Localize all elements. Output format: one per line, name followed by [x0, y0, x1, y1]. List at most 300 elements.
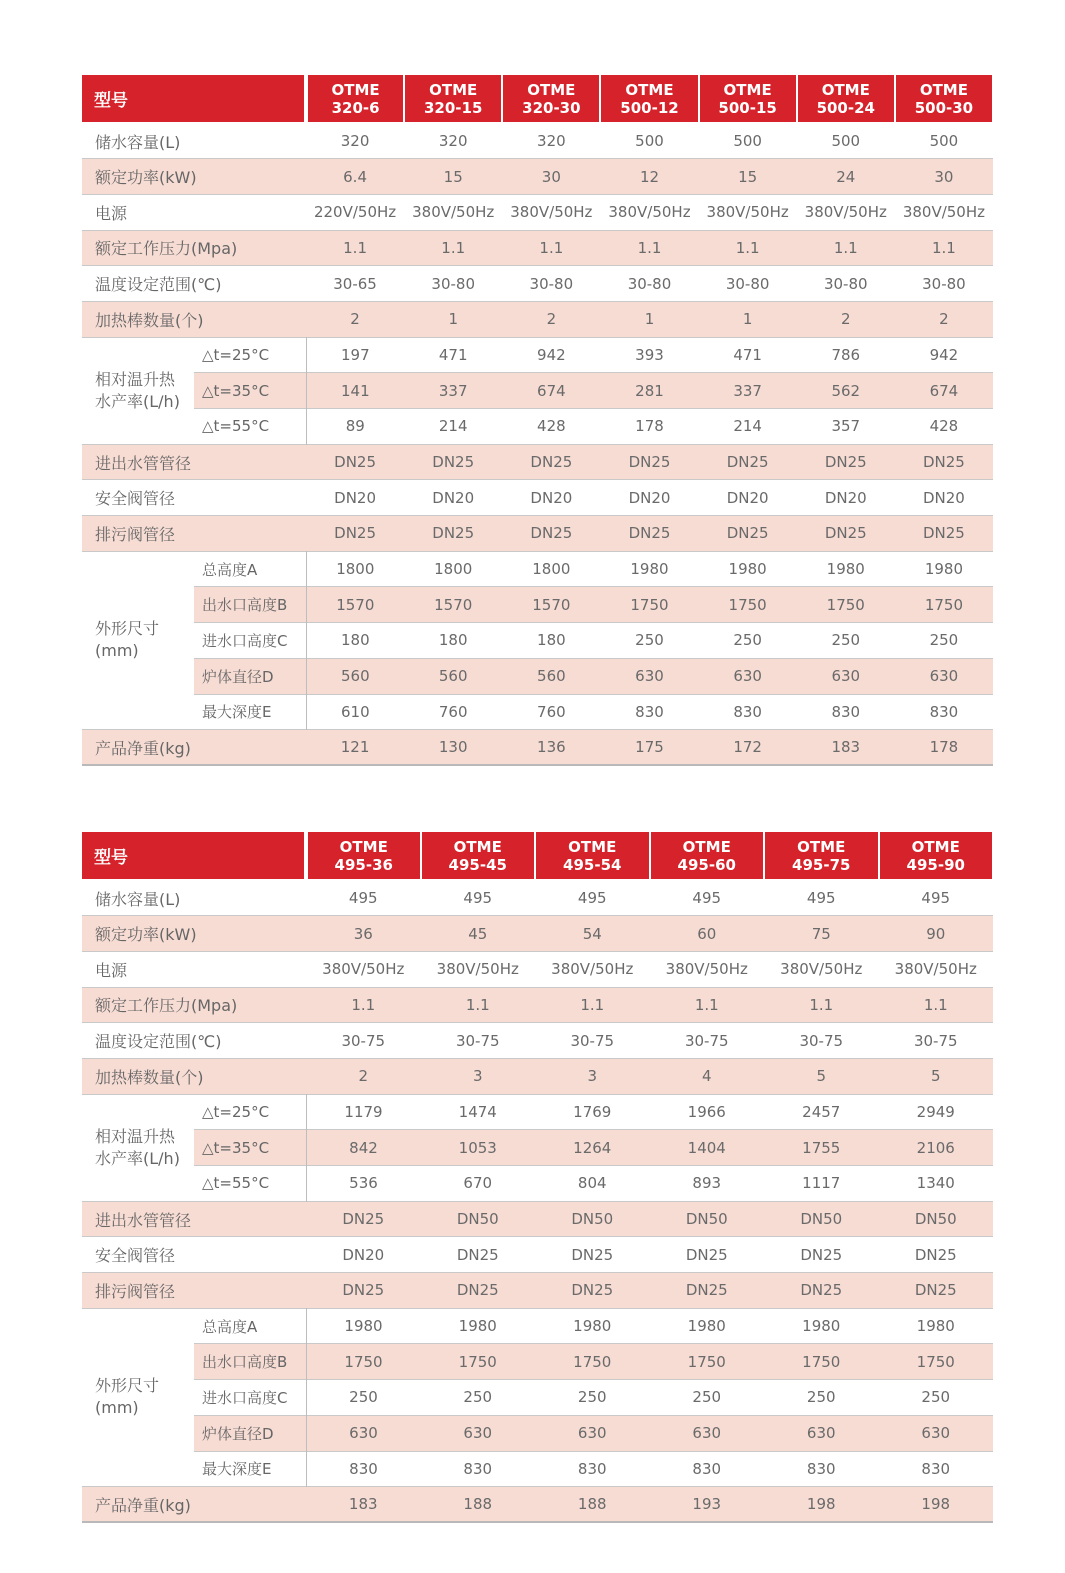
- row-value: 250: [806, 1388, 836, 1407]
- dim-group-row: [82, 658, 993, 694]
- row-value: 54: [535, 916, 650, 952]
- row-value: 630: [600, 658, 698, 694]
- row-value: 495: [692, 889, 722, 908]
- row-value: 178: [635, 417, 664, 436]
- row-value: 760: [537, 702, 566, 721]
- row-value: 180: [438, 631, 468, 650]
- row-value: 500: [929, 132, 959, 151]
- row-value: 500: [831, 132, 861, 151]
- row-value: 380V/50Hz: [804, 203, 887, 222]
- row-value: 1.1: [306, 230, 404, 266]
- rate-group-row: [82, 1130, 993, 1166]
- row-value: 3: [421, 1058, 536, 1094]
- row-label: 进出水管管径: [82, 444, 306, 480]
- model-header: [600, 75, 698, 123]
- row-value: 1750: [797, 587, 895, 623]
- pipe-row: [82, 1201, 993, 1237]
- row-value: 495: [921, 889, 951, 908]
- rate-group-label: [82, 1094, 194, 1201]
- row-value: 830: [831, 702, 861, 721]
- row-value: 188: [535, 1487, 650, 1523]
- row-value: DN25: [685, 1245, 728, 1264]
- dim-group-label: [82, 1308, 194, 1486]
- row-value: 630: [797, 658, 895, 694]
- row-value: 393: [635, 345, 664, 364]
- model-code: 495-75: [792, 855, 851, 874]
- row-value: 1.1: [879, 987, 994, 1023]
- row-value: DN25: [895, 444, 993, 480]
- row-value: 36: [306, 916, 421, 952]
- row-value: 1980: [630, 560, 669, 579]
- header-model-label: 型号: [82, 832, 306, 880]
- sub-label: 进水口高度C: [194, 1380, 306, 1416]
- model-header: [764, 832, 879, 880]
- row-value: 15: [404, 159, 502, 195]
- row-value: DN20: [628, 488, 671, 507]
- spec-row: [82, 230, 993, 266]
- sub-label: 最大深度E: [194, 1451, 306, 1487]
- rate-group-row: [82, 409, 993, 445]
- model-series: OTME: [568, 837, 617, 856]
- dim-group-label-line2: (mm): [95, 1398, 139, 1418]
- row-value: 141: [306, 373, 404, 409]
- row-value: 250: [635, 631, 664, 650]
- row-value: 193: [650, 1487, 765, 1523]
- dim-group-row: [82, 1308, 993, 1344]
- row-value: 1340: [916, 1174, 955, 1193]
- row-label: 储水容量(L): [95, 889, 181, 909]
- row-value: 1980: [458, 1317, 497, 1336]
- model-code: 500-12: [620, 98, 679, 117]
- row-value: DN25: [306, 1273, 421, 1309]
- dim-group-label-line1: 外形尺寸: [95, 1376, 160, 1396]
- row-value: 121: [306, 730, 404, 766]
- model-code: 320-30: [522, 98, 581, 117]
- row-value: DN25: [914, 1245, 957, 1264]
- row-value: 495: [348, 889, 378, 908]
- row-value: 830: [806, 1459, 836, 1478]
- row-value: 1980: [802, 1317, 841, 1336]
- row-label: 额定工作压力(Mpa): [82, 230, 306, 266]
- row-value: DN50: [421, 1201, 536, 1237]
- row-value: 320: [438, 132, 468, 151]
- sub-label: △t=25°C: [194, 337, 306, 373]
- row-value: 500: [635, 132, 664, 151]
- pipe-row: [82, 1273, 993, 1309]
- row-value: 380V/50Hz: [665, 960, 748, 979]
- model-header: [895, 75, 993, 123]
- row-value: DN25: [456, 1245, 499, 1264]
- row-value: 30-80: [529, 274, 574, 293]
- row-value: DN25: [764, 1273, 879, 1309]
- row-value: DN25: [699, 444, 797, 480]
- row-value: 1404: [650, 1130, 765, 1166]
- row-value: 1980: [916, 1317, 955, 1336]
- dim-group-row: [82, 551, 993, 587]
- model-code: 495-60: [677, 855, 736, 874]
- dim-group-row: [82, 1415, 993, 1451]
- sub-label: 总高度A: [194, 1308, 306, 1344]
- row-value: 428: [929, 417, 959, 436]
- row-value: 1474: [458, 1102, 497, 1121]
- row-value: 674: [895, 373, 993, 409]
- row-value: 830: [349, 1459, 378, 1478]
- row-value: 6.4: [306, 159, 404, 195]
- dim-group-row: [82, 1380, 993, 1416]
- row-value: 337: [404, 373, 502, 409]
- row-value: 1750: [600, 587, 698, 623]
- row-value: 90: [879, 916, 994, 952]
- row-value: 320: [340, 132, 370, 151]
- row-value: 75: [764, 916, 879, 952]
- row-label: 温度设定范围(℃): [95, 275, 222, 295]
- row-value: 1570: [404, 587, 502, 623]
- row-value: 2457: [802, 1102, 841, 1121]
- row-value: 786: [831, 345, 861, 364]
- row-value: 495: [806, 889, 836, 908]
- spec-row: [82, 301, 993, 337]
- dim-group-row: [82, 587, 993, 623]
- row-value: 842: [306, 1130, 421, 1166]
- model-header: [306, 75, 404, 123]
- row-value: 1800: [434, 560, 473, 579]
- model-code: 495-45: [448, 855, 507, 874]
- row-label: 温度设定范围(℃): [95, 1032, 222, 1052]
- row-value: DN25: [650, 1273, 765, 1309]
- row-value: 380V/50Hz: [780, 960, 863, 979]
- row-value: 630: [306, 1415, 421, 1451]
- model-code: 320-15: [424, 98, 483, 117]
- row-value: 1179: [344, 1102, 383, 1121]
- row-value: DN25: [797, 444, 895, 480]
- sub-label: △t=35°C: [194, 373, 306, 409]
- row-value: 1.1: [650, 987, 765, 1023]
- row-value: 1769: [573, 1102, 612, 1121]
- row-value: 1980: [826, 560, 865, 579]
- model-header: [404, 75, 502, 123]
- row-value: 380V/50Hz: [608, 203, 691, 222]
- row-value: 630: [699, 658, 797, 694]
- row-value: 250: [692, 1388, 722, 1407]
- row-value: 24: [797, 159, 895, 195]
- model-series: OTME: [919, 80, 968, 99]
- model-code: 500-15: [718, 98, 777, 117]
- row-value: 30: [502, 159, 600, 195]
- dim-group-row: [82, 623, 993, 659]
- sub-label: 炉体直径D: [194, 1415, 306, 1451]
- row-value: DN25: [502, 516, 600, 552]
- row-value: DN50: [879, 1201, 994, 1237]
- row-value: 197: [341, 345, 370, 364]
- row-value: 30-75: [570, 1031, 615, 1050]
- row-value: 1750: [879, 1344, 994, 1380]
- row-value: 175: [600, 730, 698, 766]
- row-value: 30-75: [341, 1031, 386, 1050]
- sub-label: 炉体直径D: [194, 658, 306, 694]
- row-value: DN20: [726, 488, 769, 507]
- model-series: OTME: [331, 80, 380, 99]
- row-value: 630: [650, 1415, 765, 1451]
- row-value: DN50: [764, 1201, 879, 1237]
- sub-label: △t=25°C: [194, 1094, 306, 1130]
- row-value: 1.1: [502, 230, 600, 266]
- row-value: 30-80: [922, 274, 966, 293]
- row-label: 额定工作压力(Mpa): [82, 987, 306, 1023]
- row-value: DN50: [650, 1201, 765, 1237]
- row-value: 1750: [895, 587, 993, 623]
- spec-row: [82, 159, 993, 195]
- row-value: 942: [929, 345, 959, 364]
- rate-group-row: [82, 373, 993, 409]
- row-value: 380V/50Hz: [510, 203, 593, 222]
- row-label: 进出水管管径: [82, 1201, 306, 1237]
- rate-group-label: [82, 337, 194, 444]
- row-value: DN25: [600, 516, 698, 552]
- row-value: 1966: [687, 1102, 726, 1121]
- row-value: 188: [421, 1487, 536, 1523]
- row-value: 281: [600, 373, 698, 409]
- row-value: 214: [733, 417, 762, 436]
- row-value: DN25: [535, 1273, 650, 1309]
- row-value: 183: [306, 1487, 421, 1523]
- model-header: [699, 75, 797, 123]
- row-value: 380V/50Hz: [551, 960, 634, 979]
- row-value: 30-75: [684, 1031, 729, 1050]
- row-value: 1.1: [797, 230, 895, 266]
- row-value: 1755: [764, 1130, 879, 1166]
- dim-group-row: [82, 694, 993, 730]
- row-value: 250: [929, 631, 959, 650]
- model-series: OTME: [339, 837, 388, 856]
- row-value: 89: [345, 417, 365, 436]
- rate-group-label-line2: 水产率(L/h): [95, 1148, 180, 1168]
- row-value: 380V/50Hz: [436, 960, 519, 979]
- dim-group-row: [82, 1344, 993, 1380]
- row-value: 136: [502, 730, 600, 766]
- row-value: 1.1: [306, 987, 421, 1023]
- row-value: 30: [895, 159, 993, 195]
- row-value: 2106: [879, 1130, 994, 1166]
- row-value: 30-75: [913, 1031, 958, 1050]
- row-value: 670: [463, 1174, 493, 1193]
- row-value: DN50: [535, 1201, 650, 1237]
- row-value: 5: [879, 1058, 994, 1094]
- row-value: DN20: [824, 488, 867, 507]
- row-value: 2: [797, 301, 895, 337]
- dim-group-label: [82, 551, 194, 729]
- model-series: OTME: [821, 80, 870, 99]
- model-header: [797, 75, 895, 123]
- row-value: DN25: [421, 1273, 536, 1309]
- row-value: 60: [650, 916, 765, 952]
- row-value: DN25: [306, 516, 404, 552]
- row-value: DN25: [800, 1245, 843, 1264]
- row-label: 安全阀管径: [95, 1246, 176, 1266]
- model-header: [879, 832, 994, 880]
- model-code: 500-24: [816, 98, 875, 117]
- row-value: 30-80: [627, 274, 672, 293]
- row-value: 357: [831, 417, 861, 436]
- sub-label: △t=55°C: [194, 1166, 306, 1202]
- model-series: OTME: [682, 837, 731, 856]
- row-value: DN25: [571, 1245, 614, 1264]
- row-value: 1: [699, 301, 797, 337]
- row-value: 830: [463, 1459, 493, 1478]
- model-header: [650, 832, 765, 880]
- row-label: 加热棒数量(个): [82, 1058, 306, 1094]
- row-value: 830: [692, 1459, 722, 1478]
- row-value: 220V/50Hz: [313, 203, 397, 222]
- row-value: DN25: [404, 444, 502, 480]
- row-value: 30-75: [799, 1031, 844, 1050]
- row-value: 320: [537, 132, 566, 151]
- row-value: DN25: [306, 1201, 421, 1237]
- model-code: 495-36: [334, 855, 393, 874]
- row-value: 1750: [535, 1344, 650, 1380]
- row-value: 830: [929, 702, 959, 721]
- row-value: 250: [733, 631, 762, 650]
- row-value: 893: [692, 1174, 722, 1193]
- weight-row: [82, 730, 993, 766]
- model-series: OTME: [723, 80, 772, 99]
- row-label: 电源: [95, 960, 128, 980]
- pipe-row: [82, 516, 993, 552]
- row-value: DN25: [404, 516, 502, 552]
- row-value: 630: [421, 1415, 536, 1451]
- row-value: 804: [577, 1174, 607, 1193]
- row-value: DN20: [342, 1245, 385, 1264]
- row-value: DN25: [600, 444, 698, 480]
- rate-group-label-line1: 相对温升热: [95, 1126, 176, 1146]
- row-value: 250: [577, 1388, 607, 1407]
- row-value: 830: [635, 702, 664, 721]
- row-value: 1750: [699, 587, 797, 623]
- sub-label: 出水口高度B: [194, 587, 306, 623]
- row-value: 30-80: [431, 274, 475, 293]
- rate-group-label-line2: 水产率(L/h): [95, 391, 180, 411]
- sub-label: △t=35°C: [194, 1130, 306, 1166]
- sub-label: 出水口高度B: [194, 1344, 306, 1380]
- row-value: 2: [306, 301, 404, 337]
- row-value: 178: [895, 730, 993, 766]
- row-value: 180: [537, 631, 566, 650]
- row-value: 250: [463, 1388, 493, 1407]
- row-value: 214: [438, 417, 468, 436]
- row-value: 630: [535, 1415, 650, 1451]
- row-value: 1.1: [535, 987, 650, 1023]
- row-value: 1053: [421, 1130, 536, 1166]
- row-value: 1750: [306, 1344, 421, 1380]
- model-series: OTME: [625, 80, 674, 99]
- row-value: 380V/50Hz: [902, 203, 985, 222]
- row-value: 12: [600, 159, 698, 195]
- row-value: 630: [879, 1415, 994, 1451]
- row-value: DN25: [699, 516, 797, 552]
- row-label: 安全阀管径: [95, 489, 176, 509]
- model-series: OTME: [453, 837, 502, 856]
- row-value: 380V/50Hz: [894, 960, 977, 979]
- row-value: 760: [438, 702, 468, 721]
- row-label: 排污阀管径: [82, 516, 306, 552]
- spec-row: [82, 1058, 993, 1094]
- rate-group-row: [82, 1166, 993, 1202]
- row-value: 830: [577, 1459, 607, 1478]
- row-value: DN25: [306, 444, 404, 480]
- row-label: 储水容量(L): [95, 132, 181, 152]
- model-header: [535, 832, 650, 880]
- row-value: 4: [650, 1058, 765, 1094]
- row-label: 电源: [95, 203, 128, 223]
- model-series: OTME: [911, 837, 960, 856]
- row-value: 1750: [650, 1344, 765, 1380]
- header-model-label: 型号: [82, 75, 306, 123]
- spec-row: [82, 916, 993, 952]
- row-value: 630: [895, 658, 993, 694]
- row-value: 1.1: [600, 230, 698, 266]
- row-value: 1750: [764, 1344, 879, 1380]
- row-value: 1980: [924, 560, 963, 579]
- row-label: 额定功率(kW): [82, 916, 306, 952]
- row-value: 1570: [502, 587, 600, 623]
- row-value: DN20: [922, 488, 965, 507]
- row-value: 30-65: [333, 274, 377, 293]
- sub-label: 进水口高度C: [194, 623, 306, 659]
- row-value: 1264: [535, 1130, 650, 1166]
- row-value: 560: [502, 658, 600, 694]
- row-value: 500: [733, 132, 762, 151]
- row-value: 495: [577, 889, 607, 908]
- row-value: 198: [879, 1487, 994, 1523]
- model-series: OTME: [797, 837, 846, 856]
- row-value: 1: [404, 301, 502, 337]
- spec-row: [82, 194, 993, 230]
- row-value: 1117: [802, 1174, 841, 1193]
- row-label: 额定功率(kW): [82, 159, 306, 195]
- dim-group-label-line1: 外形尺寸: [95, 619, 160, 639]
- row-value: 674: [502, 373, 600, 409]
- row-value: 942: [537, 345, 566, 364]
- row-value: 1980: [728, 560, 767, 579]
- row-value: 30-80: [823, 274, 868, 293]
- spec-row: [82, 951, 993, 987]
- sub-label: △t=55°C: [194, 409, 306, 445]
- row-value: 30-75: [455, 1031, 500, 1050]
- row-value: 1800: [336, 560, 375, 579]
- row-value: 30-80: [725, 274, 770, 293]
- row-value: 380V/50Hz: [322, 960, 405, 979]
- row-value: 536: [349, 1174, 378, 1193]
- row-value: DN20: [334, 488, 376, 507]
- row-value: 250: [831, 631, 861, 650]
- spec-row: [82, 123, 993, 159]
- model-code: 495-54: [563, 855, 622, 874]
- row-value: 1.1: [895, 230, 993, 266]
- row-value: 428: [537, 417, 566, 436]
- row-value: 560: [404, 658, 502, 694]
- row-value: DN25: [895, 516, 993, 552]
- row-value: 471: [438, 345, 468, 364]
- row-value: 1800: [532, 560, 571, 579]
- row-value: 1980: [687, 1317, 726, 1336]
- row-value: 183: [797, 730, 895, 766]
- row-value: 562: [797, 373, 895, 409]
- model-code: 495-90: [906, 855, 965, 874]
- spec-row: [82, 987, 993, 1023]
- row-label: 产品净重(kg): [82, 1487, 306, 1523]
- spec-table-1: [82, 75, 994, 766]
- dim-group-label-line2: (mm): [95, 641, 139, 661]
- row-value: 2949: [916, 1102, 955, 1121]
